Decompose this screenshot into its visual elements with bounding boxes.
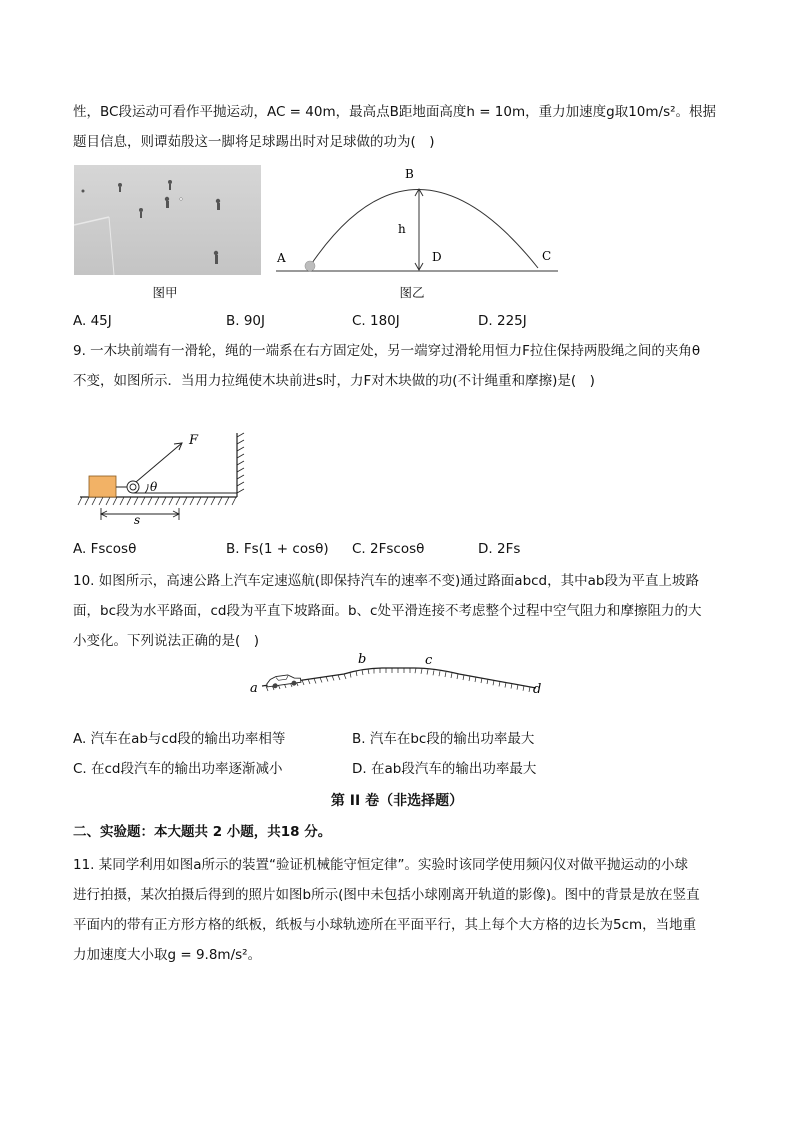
q8-option-c[interactable]: C. 180J: [352, 313, 400, 329]
q10-option-b[interactable]: B. 汽车在bc段的输出功率最大: [352, 731, 535, 747]
label-c: c: [425, 653, 433, 668]
label-A: A: [277, 251, 286, 265]
label-h: h: [398, 222, 406, 236]
label-F: F: [189, 433, 199, 448]
q9-option-b[interactable]: B. Fs(1 + cosθ): [226, 541, 329, 557]
part-heading: 二、实验题：本大题共 2 小题，共18 分。: [73, 824, 332, 840]
label-d: d: [533, 682, 542, 697]
q10-stem-line1: 10. 如图所示，高速公路上汽车定速巡航(即保持汽车的速率不变)通过路面abcd，其中ab段为平直上坡路: [73, 573, 699, 589]
q8-option-d[interactable]: D. 225J: [478, 313, 527, 329]
q10-option-c[interactable]: C. 在cd段汽车的输出功率逐渐减小: [73, 761, 283, 777]
label-D: D: [432, 250, 442, 264]
q11-stem-line3: 平面内的带有正方形方格的纸板，纸板与小球轨迹所在平面平行，其上每个大方格的边长为5cm，当地重: [73, 917, 697, 933]
figure-jia-caption: 图甲: [152, 285, 178, 300]
q9-stem-line2: 不变，如图所示．当用力拉绳使木块前进s时，力F对木块做的功(不计绳重和摩擦)是( ): [73, 373, 595, 389]
q11-stem-line2: 进行拍摄，某次拍摄后得到的照片如图b所示(图中未包括小球刚离开轨道的影像)。图中的背景是放在竖直: [73, 887, 700, 903]
label-theta: θ: [150, 480, 158, 494]
q8-option-a[interactable]: A. 45J: [73, 313, 112, 329]
label-B: B: [405, 167, 414, 181]
force-arrow: [136, 443, 182, 482]
football-photo-image: [74, 165, 261, 275]
q11-stem-line4: 力加速度大小取g = 9.8m/s²。: [73, 947, 262, 963]
label-a: a: [250, 681, 258, 696]
q8-stem-line2: 题目信息，则谭茹殷这一脚将足球踢出时对足球做的功为( ): [73, 134, 435, 150]
q10-option-a[interactable]: A. 汽车在ab与cd段的输出功率相等: [73, 731, 286, 747]
pulley-block-diagram: [72, 425, 252, 525]
q9-stem-line1: 9. 一木块前端有一滑轮，绳的一端系在右方固定处，另一端穿过滑轮用恒力F拉住保持两股绳之间的夹角θ: [73, 343, 701, 359]
figure-yi-diagram: [272, 162, 562, 280]
q10-stem-line2: 面，bc段为水平路面，cd段为平直下坡路面。b、c处平滑连接不考虑整个过程中空气阻力和摩擦阻力的大: [73, 603, 702, 619]
trajectory-curve: [310, 189, 538, 268]
label-s: s: [134, 513, 141, 525]
road-diagram: [244, 652, 546, 698]
figure-jia-photo: [74, 165, 261, 275]
pulley-diagram-svg: [72, 425, 252, 525]
wooden-block: [89, 476, 116, 497]
q10-stem-line3: 小变化。下列说法正确的是( ): [73, 633, 260, 649]
road-diagram-svg: [244, 652, 546, 698]
figure-yi-caption: 图乙: [399, 285, 425, 300]
car-icon: [266, 673, 301, 689]
q9-option-a[interactable]: A. Fscosθ: [73, 541, 137, 557]
q8-stem-line1: 性，BC段运动可看作平抛运动，AC = 40m，最高点B距地面高度h = 10m，重力加速度g取10m/s²。根据: [73, 104, 717, 120]
ball-icon: [305, 261, 315, 271]
label-b: b: [358, 652, 367, 667]
q11-stem-line1: 11. 某同学利用如图a所示的装置“验证机械能守恒定律”。实验时该同学使用频闪仪对做平抛运动的小球: [73, 857, 689, 873]
q9-option-d[interactable]: D. 2Fs: [478, 541, 521, 557]
q10-option-d[interactable]: D. 在ab段汽车的输出功率最大: [352, 761, 537, 777]
q9-option-c[interactable]: C. 2Fscosθ: [352, 541, 425, 557]
trajectory-diagram: [272, 162, 562, 280]
road-surface: [262, 668, 536, 688]
label-C: C: [542, 249, 552, 263]
q8-option-b[interactable]: B. 90J: [226, 313, 266, 329]
section-title: 第 II 卷（非选择题）: [330, 793, 464, 809]
